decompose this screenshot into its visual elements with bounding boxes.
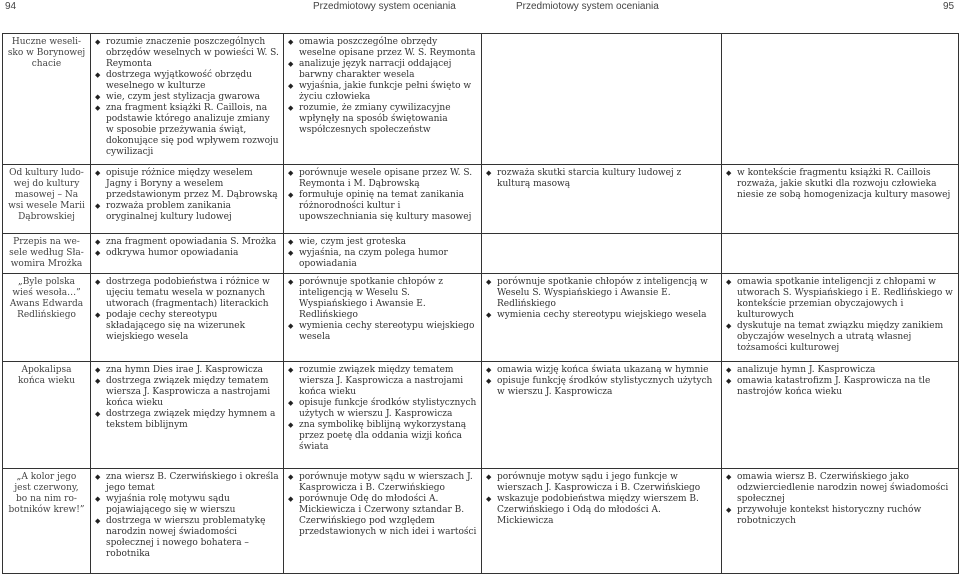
list-item-text: dostrzega podobieństwa i różnice w ujęciu tematu wesela w poznanych utworach (fragmentach) literackich xyxy=(106,277,270,309)
list-item-text: zna wiersz B. Czerwińskiego i określa jego temat xyxy=(106,472,279,493)
list-item-text: dostrzega w wierszu problematykę narodzin nowej świadomości społecznej i nowego bohatera – robotnika xyxy=(106,516,266,559)
list-item-text: rozumie związek między tematem wiersza J. Kasprowicza a nastrojami końca wieku xyxy=(299,365,464,397)
requirements-list xyxy=(726,365,954,398)
requirements-list xyxy=(95,472,279,560)
list-item xyxy=(288,168,477,190)
list-item xyxy=(288,494,477,538)
requirements-list xyxy=(486,168,717,190)
requirements-cell xyxy=(91,34,284,165)
list-item-text: wie, czym jest stylizacja gwarowa xyxy=(106,92,260,102)
list-item-text: omawia wiersz B. Czerwińskiego jako odzwierciedlenie narodzin nowej świadomości społecznej xyxy=(737,472,949,504)
list-item-text: zna fragment opowiadania S. Mrożka xyxy=(106,237,277,247)
list-item xyxy=(288,321,477,343)
requirements-cell xyxy=(284,362,482,469)
list-item-text: wyjaśnia, jakie funkcje pełni święto w życiu człowieka xyxy=(299,81,472,102)
list-item xyxy=(95,248,279,259)
table-row xyxy=(3,234,959,274)
list-item-text: podaje cechy stereotypu składającego się na wizerunek wiejskiego wesela xyxy=(106,310,246,342)
list-item-text: porównuje motyw sądu w wierszach J. Kasprowicza i B. Czerwińskiego xyxy=(299,472,473,493)
lesson-title-line: sele według Sła- xyxy=(9,248,84,258)
list-item-text: wskazuje podobieństwa między wierszem B. Czerwińskiego i Odą do młodości A. Mickiewicza xyxy=(497,494,699,526)
lesson-title-line: Dąbrowskiej xyxy=(18,212,75,222)
list-item xyxy=(726,365,954,376)
requirements-cell xyxy=(91,362,284,469)
list-item-text: porównuje spotkanie chłopów z inteligencją w Weselu S. Wyspiańskiego i Awansie E. Redlińskiego xyxy=(497,277,708,309)
table-row xyxy=(3,274,959,362)
list-item xyxy=(486,310,717,321)
requirements-list xyxy=(95,168,279,223)
list-item xyxy=(95,409,279,431)
list-item-text: wie, czym jest groteska xyxy=(299,237,406,247)
lesson-title-cell xyxy=(3,469,91,574)
requirements-cell xyxy=(284,469,482,574)
list-item xyxy=(288,59,477,81)
list-item-text: analizuje hymn J. Kasprowicza xyxy=(737,365,876,375)
list-item xyxy=(95,201,279,223)
requirements-list xyxy=(288,37,477,136)
list-item-text: dostrzega wyjątkowość obrzędu weselnego w kulturze xyxy=(106,70,252,91)
lesson-title-line: Awans Edwarda xyxy=(9,299,84,309)
requirements-list xyxy=(726,277,954,354)
list-item-text: zna symbolikę biblijną wykorzystaną przez poetę dla oddania wizji końca świata xyxy=(299,420,467,452)
list-item-text: porównuje motyw sądu i jego funkcje w wierszach J. Kasprowicza i B. Czerwińskiego xyxy=(497,472,701,493)
list-item xyxy=(486,168,717,190)
list-item-text: wymienia cechy stereotypu wiejskiego wesela xyxy=(299,321,475,342)
requirements-cell xyxy=(284,274,482,362)
list-item-text: porównuje wesele opisane przez W. S. Reymonta i M. Dąbrowską xyxy=(299,168,473,189)
list-item-text: omawia wizję końca świata ukazaną w hymnie xyxy=(497,365,709,375)
requirements-cell xyxy=(91,234,284,274)
list-item xyxy=(288,248,477,270)
requirements-cell xyxy=(482,165,722,234)
lesson-title-line: Apokalipsa xyxy=(21,365,72,375)
lesson-title-line: Przepis na we- xyxy=(13,237,80,247)
requirements-list xyxy=(726,168,954,201)
table-row xyxy=(3,469,959,574)
list-item xyxy=(726,321,954,354)
list-item xyxy=(95,516,279,560)
list-item-text: rozważa skutki starcia kultury ludowej z kulturą masową xyxy=(497,168,682,189)
lesson-title-line: bo na nim ro- xyxy=(16,494,77,504)
lesson-title-line: wej do kultury xyxy=(13,179,80,189)
list-item xyxy=(95,168,279,201)
requirements-list xyxy=(95,365,279,431)
lesson-title-line: sko w Borynowej xyxy=(7,48,86,58)
list-item xyxy=(95,37,279,70)
list-item xyxy=(726,277,954,321)
requirements-list xyxy=(726,472,954,527)
list-item-text: opisuje różnice między weselem Jagny i Boryny a weselem przedstawionym przez M. Dąbrowską xyxy=(106,168,278,200)
list-item xyxy=(486,376,717,398)
list-item xyxy=(288,103,477,136)
lesson-title-line: Huczne weseli- xyxy=(11,37,82,47)
requirements-cell xyxy=(482,234,722,274)
list-item xyxy=(95,277,279,310)
requirements-list xyxy=(486,277,717,321)
page-number-right: 95 xyxy=(943,1,955,12)
requirements-cell xyxy=(91,469,284,574)
list-item-text: opisuje funkcję środków stylistycznych użytych w wierszu J. Kasprowicza xyxy=(497,376,713,397)
requirements-cell xyxy=(722,34,959,165)
list-item-text: opisuje funkcje środków stylistycznych użytych w wierszu J. Kasprowicza xyxy=(299,398,477,419)
lesson-title-line: Od kultury ludo- xyxy=(9,168,84,178)
lesson-title-cell xyxy=(3,234,91,274)
page-header xyxy=(0,0,960,16)
list-item xyxy=(288,365,477,398)
list-item xyxy=(95,237,279,248)
requirements-list xyxy=(486,365,717,398)
list-item-text: porównuje spotkanie chłopów z inteligencją w Weselu S. Wyspiańskiego i Awansie E. Redlińskiego xyxy=(299,277,443,320)
list-item xyxy=(726,472,954,505)
requirements-list xyxy=(288,168,477,223)
list-item xyxy=(95,310,279,343)
list-item xyxy=(288,237,477,248)
lesson-title-line: „A kolor jego xyxy=(16,472,77,482)
list-item-text: omawia spotkanie inteligencji z chłopami w utworach S. Wyspiańskiego i E. Redlińskiego w kontekście przemian obyczajowych i kulturowych xyxy=(737,277,953,320)
list-item-text: rozumie znaczenie poszczególnych obrzędów weselnych w powieści W. S. Reymonta xyxy=(106,37,279,69)
list-item xyxy=(726,376,954,398)
requirements-cell xyxy=(722,362,959,469)
list-item xyxy=(726,168,954,201)
requirements-cell xyxy=(482,274,722,362)
list-item xyxy=(288,398,477,420)
lesson-title-cell xyxy=(3,34,91,165)
requirements-cell xyxy=(284,34,482,165)
list-item xyxy=(486,494,717,527)
requirements-list xyxy=(288,237,477,270)
lesson-title-cell xyxy=(3,165,91,234)
list-item-text: rozważa problem zanikania oryginalnej kultury ludowej xyxy=(106,201,232,222)
requirements-cell xyxy=(91,165,284,234)
requirements-cell xyxy=(284,234,482,274)
lesson-title-line: chacie xyxy=(31,59,62,69)
requirements-list xyxy=(95,237,279,259)
list-item-text: analizuje język narracji oddającej barwny charakter wesela xyxy=(299,59,452,80)
list-item xyxy=(95,92,279,103)
requirements-cell xyxy=(482,34,722,165)
requirements-cell xyxy=(482,469,722,574)
lesson-title-cell xyxy=(3,274,91,362)
requirements-list xyxy=(95,37,279,158)
page-number-left: 94 xyxy=(5,1,17,12)
list-item-text: w kontekście fragmentu książki R. Caillois rozważa, jakie skutki dla rozwoju człowieka niesie ze sobą homogenizacja kultury masowej xyxy=(737,168,951,200)
requirements-cell xyxy=(722,165,959,234)
table-row xyxy=(3,165,959,234)
list-item-text: dostrzega związek między tematem wiersza J. Kasprowicza a nastrojami końca wieku xyxy=(106,376,271,408)
running-title-right: Przedmiotowy system oceniania xyxy=(516,1,659,12)
requirements-cell xyxy=(722,274,959,362)
table-row xyxy=(3,362,959,469)
requirements-cell xyxy=(722,469,959,574)
list-item xyxy=(95,376,279,409)
list-item xyxy=(486,472,717,494)
list-item-text: omawia poszczególne obrzędy weselne opisane przez W. S. Reymonta xyxy=(299,37,476,58)
running-title-left: Przedmiotowy system oceniania xyxy=(313,1,456,12)
requirements-cell xyxy=(722,234,959,274)
list-item-text: wyjaśnia, na czym polega humor opowiadania xyxy=(299,248,448,269)
list-item-text: dyskutuje na temat związku między zanikiem obyczajów weselnych a utratą własnej tożsamości kulturowej xyxy=(737,321,944,353)
lesson-title-line: masowej – Na xyxy=(14,190,79,200)
list-item-text: zna hymn Dies irae J. Kasprowicza xyxy=(106,365,264,375)
list-item xyxy=(288,37,477,59)
list-item xyxy=(486,365,717,376)
lesson-title-line: jest czerwony, xyxy=(14,483,79,493)
list-item-text: formułuje opinię na temat zanikania różnorodności kultur i upowszechniania się kultury masowej xyxy=(299,190,472,222)
list-item xyxy=(288,420,477,453)
list-item-text: przywołuje kontekst historyczny ruchów robotniczych xyxy=(737,505,922,526)
list-item-text: odkrywa humor opowiadania xyxy=(106,248,239,258)
lesson-title-line: „Byle polska xyxy=(18,277,75,287)
list-item-text: rozumie, że zmiany cywilizacyjne wpłynęły na sposób świętowania współczesnych społeczeństw xyxy=(299,103,451,135)
requirements-list xyxy=(486,472,717,527)
list-item xyxy=(95,365,279,376)
list-item-text: wyjaśnia rolę motywu sądu pojawiającego się w wierszu xyxy=(106,494,236,515)
list-item xyxy=(95,103,279,158)
list-item xyxy=(288,277,477,321)
list-item-text: omawia katastrofizm J. Kasprowicza na tle nastrojów końca wieku xyxy=(737,376,931,397)
requirements-table xyxy=(2,33,959,574)
table-row xyxy=(3,34,959,165)
list-item xyxy=(288,472,477,494)
list-item-text: wymienia cechy stereotypu wiejskiego wesela xyxy=(497,310,707,320)
list-item xyxy=(95,70,279,92)
list-item xyxy=(726,505,954,527)
requirements-list xyxy=(288,277,477,343)
requirements-list xyxy=(95,277,279,343)
list-item xyxy=(95,472,279,494)
list-item xyxy=(288,190,477,223)
lesson-title-line: Redlińskiego xyxy=(17,310,76,320)
lesson-title-cell xyxy=(3,362,91,469)
list-item-text: zna fragment książki R. Caillois, na podstawie którego analizuje zmiany w sposobie przeżywania świąt, dokonujące się pod wpływem rozwoju cywilizacji xyxy=(106,103,279,157)
lesson-title-line: womira Mrożka xyxy=(10,259,83,269)
requirements-list xyxy=(288,472,477,538)
lesson-title-line: botników krew!” xyxy=(8,505,85,515)
requirements-cell xyxy=(284,165,482,234)
lesson-title-line: końca wieku xyxy=(17,376,76,386)
lesson-title-line: wsi wesele Marii xyxy=(8,201,85,211)
requirements-list xyxy=(288,365,477,453)
list-item-text: dostrzega związek między hymnem a tekstem biblijnym xyxy=(106,409,276,430)
list-item xyxy=(486,277,717,310)
requirements-cell xyxy=(482,362,722,469)
requirements-cell xyxy=(91,274,284,362)
list-item xyxy=(288,81,477,103)
list-item-text: porównuje Odę do młodości A. Mickiewicza i Czerwony sztandar B. Czerwińskiego pod względem przedstawionych w nich idei i wartości xyxy=(299,494,477,537)
list-item xyxy=(95,494,279,516)
lesson-title-line: wieś wesoła…” xyxy=(12,288,81,298)
